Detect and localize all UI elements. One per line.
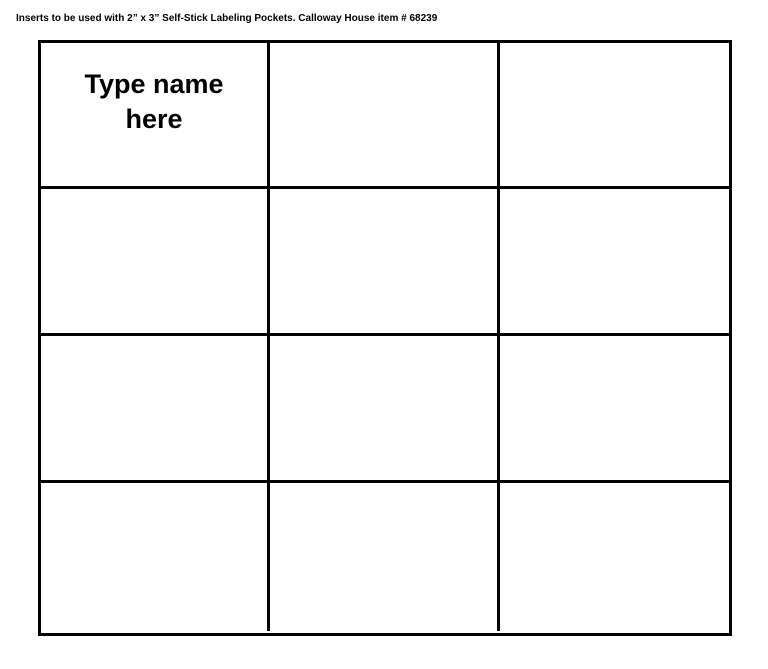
- label-cell-r2-c1[interactable]: [41, 189, 270, 336]
- label-cell-r3-c3[interactable]: [500, 336, 729, 483]
- label-cell-r4-c3[interactable]: [500, 483, 729, 631]
- label-cell-r2-c3[interactable]: [500, 189, 729, 336]
- label-cell-r1-c1[interactable]: [41, 43, 270, 189]
- label-cell-r4-c1[interactable]: [41, 483, 270, 631]
- label-cell-r3-c1[interactable]: [41, 336, 270, 483]
- label-cell-r1-c3[interactable]: [500, 43, 729, 189]
- label-cell-r4-c2[interactable]: [270, 483, 500, 631]
- label-cell-text[interactable]: Type name here: [84, 69, 224, 134]
- label-grid: [38, 40, 732, 636]
- label-cell-r2-c2[interactable]: [270, 189, 500, 336]
- label-cell-r1-c2[interactable]: [270, 43, 500, 189]
- instructions-text: Inserts to be used with 2” x 3” Self-Stick Labeling Pockets. Calloway House item # 68239: [16, 13, 438, 24]
- label-cell-r3-c2[interactable]: [270, 336, 500, 483]
